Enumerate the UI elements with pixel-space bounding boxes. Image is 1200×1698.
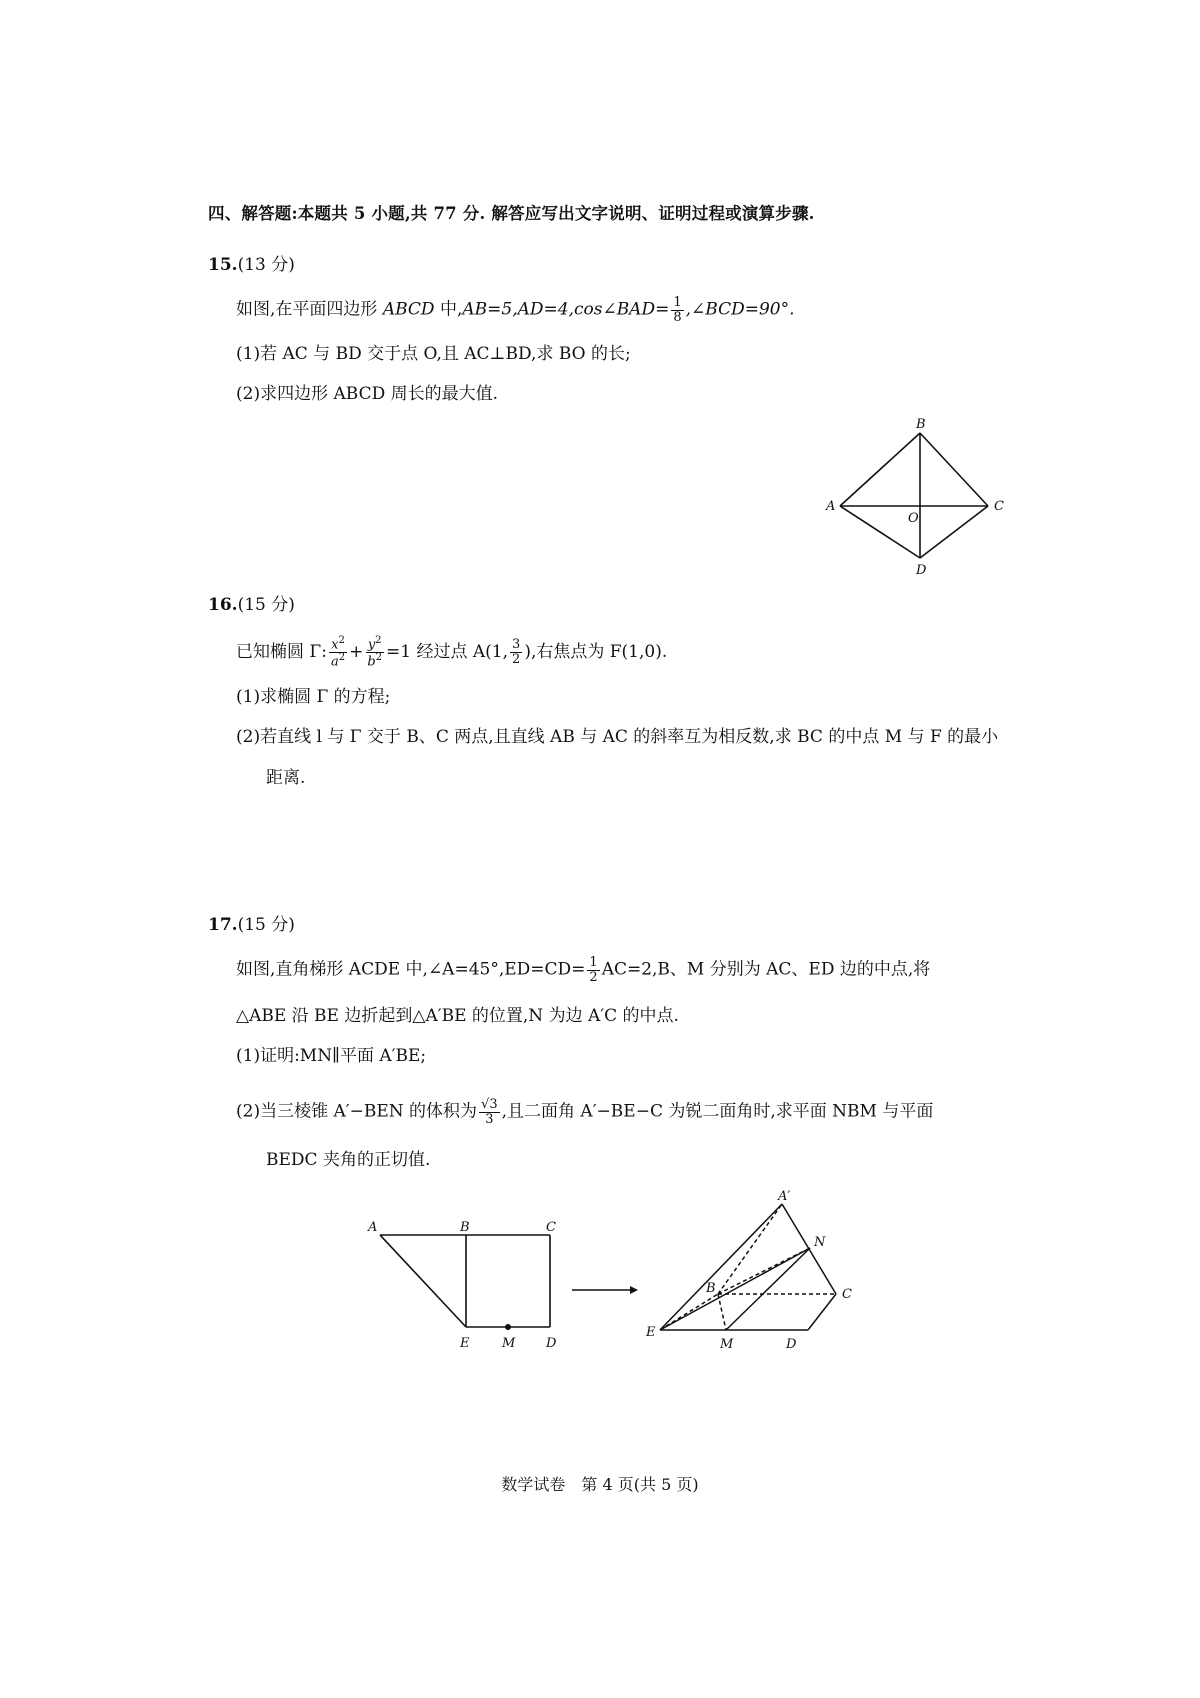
q16-fraction xyxy=(510,638,522,666)
q15-frac-den: 8 xyxy=(673,309,682,325)
q17-fig1-label-b: B xyxy=(460,1220,470,1235)
q16-part2-line1: (2)若直线 l 与 Γ 交于 B、C 两点,且直线 AB 与 AC 的斜率互为相反数,求 BC 的中点 M 与 F 的最小 xyxy=(236,727,999,747)
page-footer: 数学试卷 第 4 页(共 5 页) xyxy=(501,1475,699,1494)
q15-number: 15. xyxy=(208,255,238,275)
q16-a-exp: 2 xyxy=(338,651,346,663)
q17-fig2-label-d: D xyxy=(786,1337,797,1352)
q17-number: 17. xyxy=(208,915,238,935)
q15-points: (13 分) xyxy=(237,255,295,275)
q17-point-m xyxy=(505,1324,511,1330)
q16-frac-x xyxy=(329,636,347,669)
q17-fig2-label-c: C xyxy=(842,1287,852,1302)
q16-stem: 已知椭圆 Γ: $\frac{x^2}{a^2}$ + $\frac{y^2}{b^2}$ =1 经过点 A(1, $\frac{3}{2}$ ),右焦点为 F(1,0). xyxy=(236,635,668,670)
q15-part1: (1)若 AC 与 BD 交于点 O,且 AC⊥BD,求 BO 的长; xyxy=(236,344,631,364)
q17-edge-en xyxy=(660,1248,810,1330)
q16-b-exp: 2 xyxy=(375,651,383,663)
q16-stem-text-a: 已知椭圆 Γ: xyxy=(236,641,327,662)
q15-label-c: C xyxy=(994,499,1004,514)
q15-stem xyxy=(236,296,795,324)
q15-label-a: A xyxy=(826,499,836,514)
q15-edge-ab xyxy=(840,433,920,506)
q17-fig2-label-m: M xyxy=(720,1337,734,1352)
q17-fig1-label-e: E xyxy=(460,1336,470,1351)
q17-figure-folded xyxy=(640,1190,870,1365)
q16-x-exp: 2 xyxy=(338,635,345,646)
arrow-right-icon xyxy=(570,1280,640,1300)
q17-fig2-label-a1: A′ xyxy=(778,1190,791,1204)
q17-stem-line1 xyxy=(236,956,930,984)
q15-frac-num: 1 xyxy=(673,295,682,310)
q17-stem-text-a: 如图,直角梯形 ACDE 中,∠A=45°,ED=CD= xyxy=(236,959,586,980)
q17-edge-ea xyxy=(380,1235,466,1327)
q17-part2-fraction xyxy=(479,1098,500,1126)
q17-fraction xyxy=(587,956,599,984)
q15-stem-abcd: ABCD xyxy=(382,299,435,320)
q16-y-exp: 2 xyxy=(375,635,382,646)
q16-x: x xyxy=(331,637,339,653)
q17-fig2-label-b: B xyxy=(706,1281,716,1296)
q15-fraction xyxy=(671,296,683,324)
q17-part2-text-b: ,且二面角 A′−BE−C 为锐二面角时,求平面 NBM 与平面 xyxy=(501,1101,934,1122)
q15-label-d: D xyxy=(916,563,927,578)
q17-header xyxy=(208,910,295,935)
q15-header xyxy=(208,250,295,275)
q17-edge-mn xyxy=(726,1248,810,1330)
q17-stem-text-b: AC=2,B、M 分别为 AC、ED 边的中点,将 xyxy=(601,959,931,980)
q17-part2-line1 xyxy=(236,1098,933,1126)
q15-label-b: B xyxy=(916,418,926,432)
q17-stem-line2: △ABE 沿 BE 边折起到△A′BE 的位置,N 为边 A′C 的中点. xyxy=(236,1006,679,1026)
q16-stem-text-c: ),右焦点为 F(1,0). xyxy=(524,641,668,662)
q17-part2-line2: BEDC 夹角的正切值. xyxy=(266,1150,431,1170)
q17-part1: (1)证明:MN∥平面 A′BE; xyxy=(236,1046,427,1066)
section-heading: 四、解答题:本题共 5 小题,共 77 分. 解答应写出文字说明、证明过程或演算步骤. xyxy=(208,204,815,223)
q17-figure-trapezoid xyxy=(360,1215,580,1355)
q17-fig1-label-a: A xyxy=(368,1220,378,1235)
q17-part2-frac-num: √3 xyxy=(481,1097,498,1112)
q16-frac-num: 3 xyxy=(512,637,521,653)
q16-part1: (1)求椭圆 Γ 的方程; xyxy=(236,687,391,707)
q17-fig2-label-n: N xyxy=(814,1235,826,1250)
q16-y: y xyxy=(367,637,376,653)
q16-b: b xyxy=(367,654,376,670)
q16-frac-den: 2 xyxy=(512,651,521,667)
q15-edge-bc xyxy=(920,433,988,506)
q17-fig1-label-m: M xyxy=(502,1336,516,1351)
q17-edge-ea1 xyxy=(660,1204,782,1330)
q16-part2-line2: 距离. xyxy=(266,768,306,788)
q17-fig1-label-d: D xyxy=(546,1336,557,1351)
q17-part2-text-a: (2)当三棱锥 A′−BEN 的体积为 xyxy=(236,1101,478,1122)
q15-stem-text-a: 如图,在平面四边形 xyxy=(236,299,383,320)
q16-number: 16. xyxy=(208,595,238,615)
q15-stem-text-c: AB=5,AD=4,cos∠BAD= xyxy=(462,299,670,320)
q17-edge-bm xyxy=(718,1294,726,1330)
q17-part2-frac-den: 3 xyxy=(485,1111,494,1127)
q15-stem-text-b: 中, xyxy=(434,299,463,320)
q17-points: (15 分) xyxy=(237,915,295,935)
q15-part2: (2)求四边形 ABCD 周长的最大值. xyxy=(236,384,499,404)
q15-edge-cd xyxy=(920,506,988,558)
q16-header xyxy=(208,590,295,615)
q16-stem-text-b: =1 经过点 A(1, xyxy=(386,641,509,662)
q17-frac-den: 2 xyxy=(589,969,598,985)
q16-points: (15 分) xyxy=(237,595,295,615)
q15-label-o: O xyxy=(908,511,919,526)
q17-fig1-label-c: C xyxy=(546,1220,556,1235)
q17-frac-num: 1 xyxy=(589,955,598,970)
q16-frac-y xyxy=(365,636,384,669)
q16-a: a xyxy=(330,654,339,670)
q15-stem-text-d: ,∠BCD=90°. xyxy=(685,299,795,320)
q17-fig2-label-e: E xyxy=(646,1325,656,1340)
q15-figure xyxy=(820,418,1020,578)
q17-edge-dc xyxy=(808,1294,836,1330)
